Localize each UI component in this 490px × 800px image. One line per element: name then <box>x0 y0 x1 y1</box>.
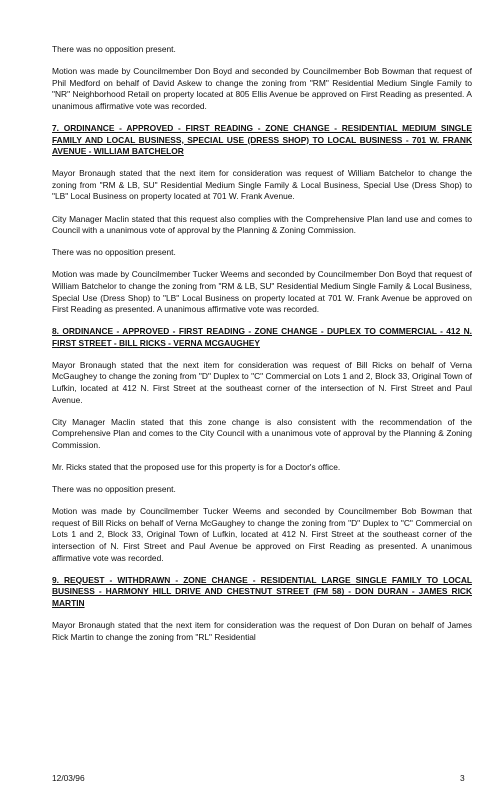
paragraph-mayor-item-9: Mayor Bronaugh stated that the next item for consideration was the request of Don Duran on behalf of James Rick Martin to change the zoning from "RL" Residential <box>52 619 472 642</box>
heading-item-9: 9. REQUEST - WITHDRAWN - ZONE CHANGE - RESIDENTIAL LARGE SINGLE FAMILY TO LOCAL BUSINESS - HARMONY HILL DRIVE AND CHESTNUT STREET (FM 58) - DON DURAN - JAMES RICK MARTIN <box>52 574 472 608</box>
document-page <box>52 44 472 654</box>
paragraph-motion-item-6: Motion was made by Councilmember Don Boyd and seconded by Councilmember Bob Bowman that request of Phil Medford on behalf of David Askew to change the zoning from "RM" Residential Medium Single Family to "NR" Neighborhood Retail on property located at 805 Ellis Avenue be approved on First Reading as presented. A unanimous affirmative vote was recorded. <box>52 66 472 111</box>
heading-item-7: 7. ORDINANCE - APPROVED - FIRST READING - ZONE CHANGE - RESIDENTIAL MEDIUM SINGLE FAMILY AND LOCAL BUSINESS, SPECIAL USE (DRESS SHOP) TO LOCAL BUSINESS - 701 W. FRANK AVENUE - WILLIAM BATCHELOR <box>52 122 472 157</box>
paragraph-manager-item-7: City Manager Maclin stated that this request also complies with the Comprehensive Plan land use and comes to Council with a unanimous vote of approval by the Planning & Zoning Commission. <box>52 213 472 236</box>
paragraph-mayor-item-7: Mayor Bronaugh stated that the next item for consideration was request of William Batchelor to change the zoning from "RM & LB, SU" Residential Medium Single Family & Local Business, Special Use (Dress Shop) to "LB" Local Business on property located at 701 W. Frank Avenue. <box>52 168 472 202</box>
heading-item-8: 8. ORDINANCE - APPROVED - FIRST READING - ZONE CHANGE - DUPLEX TO COMMERCIAL - 412 N. FIRST STREET - BILL RICKS - VERNA MCGAUGHEY <box>52 326 472 348</box>
paragraph-opposition-3: There was no opposition present. <box>52 484 176 495</box>
footer-page-number: 3 <box>460 773 465 783</box>
paragraph-motion-item-8: Motion was made by Councilmember Tucker Weems and seconded by Councilmember Bob Bowman that request of Bill Ricks on behalf of Verna McGaughey to change the zoning from "D" Duplex to "C" Commercial on Lots 1 and 2, Block 33, Original Town of Lufkin, located at 412 N. First Street at the southeast corner of the intersection of N. First Street and Paul Avenue be approved on First Reading as presented. A unanimous affirmative vote was recorded. <box>52 506 472 563</box>
paragraph-opposition-1: There was no opposition present. <box>52 44 176 54</box>
paragraph-ricks-statement: Mr. Ricks stated that the proposed use for this property is for a Doctor's office. <box>52 462 341 473</box>
paragraph-manager-item-8: City Manager Maclin stated that this zone change is also consistent with the recommendation of the Comprehensive Plan and comes to the City Council with a unanimous vote of approval by the Planning & Zoning Commission. <box>52 416 472 450</box>
paragraph-opposition-2: There was no opposition present. <box>52 247 176 258</box>
paragraph-motion-item-7: Motion was made by Councilmember Tucker Weems and seconded by Councilmember Don Boyd that request of William Batchelor to change the zoning from "RM & LB, SU" Residential Medium Single Family & Local Business, Special Use (Dress Shop) to "LB" Local Business on property located at 701 W. Frank Avenue be approved on First Reading as presented. A unanimous affirmative vote was recorded. <box>52 269 472 315</box>
footer-date: 12/03/96 <box>52 773 85 783</box>
paragraph-mayor-item-8: Mayor Bronaugh stated that the next item for consideration was request of Bill Ricks on behalf of Verna McGaughey to change the zoning from "D" Duplex to "C" Commercial on Lots 1 and 2, Block 33, Original Town of Lufkin, located at 412 N. First Street at the southeast corner of the intersection of N. First Street and Paul Avenue. <box>52 359 472 405</box>
